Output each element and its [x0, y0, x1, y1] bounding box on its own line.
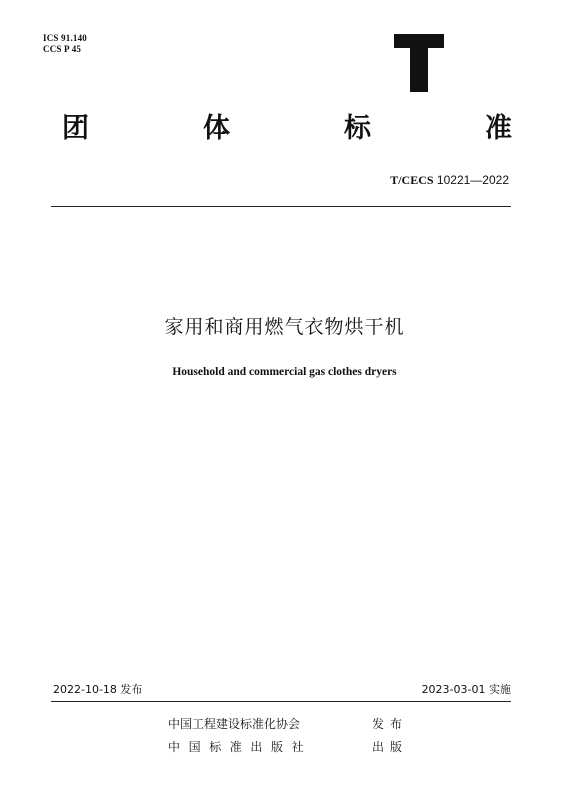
printer-action: 出版: [371, 740, 408, 754]
bottom-divider: [51, 701, 511, 702]
standard-number-code: 10221—2022: [436, 173, 509, 187]
doc-type-char-2: 体: [203, 113, 230, 144]
title-english: Household and commercial gas clothes dryers: [172, 366, 397, 378]
logo-stem: [410, 48, 428, 92]
publish-date: 2022-10-18 发布: [53, 683, 143, 696]
ics-code: ICS 91.140: [43, 33, 88, 43]
ccs-code: CCS P 45: [43, 44, 82, 54]
t-standard-logo-icon: [394, 34, 444, 92]
printer-row: [168, 740, 408, 755]
doc-type-char-1: 团: [62, 113, 89, 144]
doc-type-char-4: 准: [485, 113, 512, 144]
doc-type-char-3: 标: [344, 113, 371, 144]
printer-name: 中国标准出版社: [168, 740, 313, 754]
publisher-action: 发布: [371, 717, 408, 731]
publisher-row: [168, 717, 408, 732]
classification-codes: [43, 33, 87, 55]
document-type-heading: [62, 112, 512, 146]
implement-date: 2023-03-01 实施: [421, 683, 511, 696]
publisher-name: 中国工程建设标准化协会: [168, 717, 301, 731]
title-chinese: 家用和商用燃气衣物烘干机: [164, 316, 405, 338]
standard-number-prefix: T/CECS: [390, 173, 434, 187]
logo-crossbar: [394, 34, 444, 48]
top-divider: [51, 206, 511, 207]
standard-number: [390, 173, 509, 187]
